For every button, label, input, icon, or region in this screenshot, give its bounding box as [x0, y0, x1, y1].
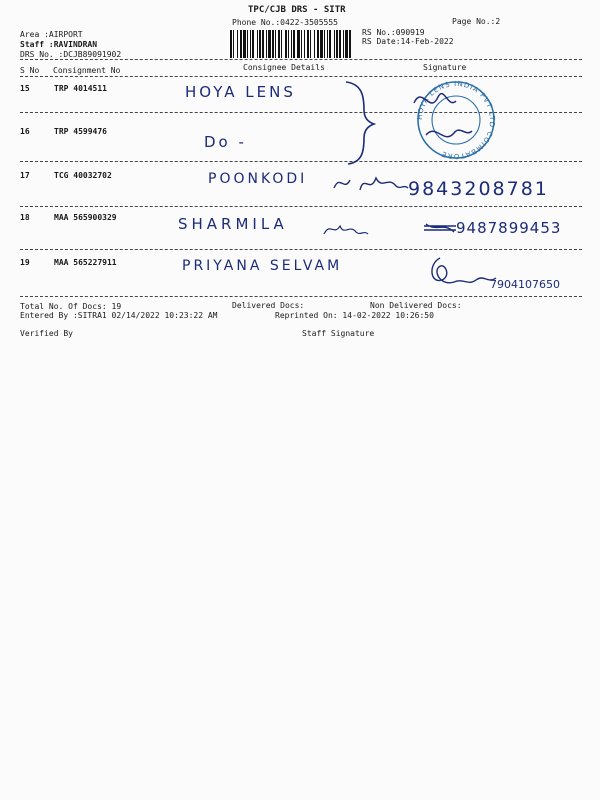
phone-number: Phone No.:0422-3505555 — [232, 18, 338, 27]
row-sno: 17 — [20, 171, 30, 180]
barcode-bar — [320, 30, 323, 58]
rs-date: RS Date:14-Feb-2022 — [362, 37, 454, 46]
total-docs: Total No. Of Docs: 19 — [20, 302, 122, 311]
handwritten-name: POONKODI — [208, 171, 308, 187]
row-sno: 16 — [20, 127, 30, 136]
reprinted-on: Reprinted On: 14-02-2022 10:26:50 — [275, 311, 434, 320]
entered-by: Entered By :SITRA1 02/14/2022 10:23:22 AM — [20, 311, 218, 320]
row-consignment: TCG 40032702 — [54, 171, 112, 180]
staff-signature: Staff Signature — [302, 329, 375, 338]
barcode-bar — [327, 30, 328, 58]
barcode-bar — [257, 30, 258, 58]
barcode-bar — [285, 30, 287, 58]
staff-label: Staff :RAVINDRAN — [20, 40, 98, 49]
barcode-bar — [343, 30, 344, 58]
barcode-bar — [262, 30, 264, 58]
divider — [20, 206, 582, 207]
divider — [20, 249, 582, 250]
barcode-bar — [240, 30, 242, 58]
col-sno: S No — [20, 66, 40, 75]
col-consignment: Consignment No — [53, 66, 121, 75]
brace-mark — [340, 78, 376, 168]
barcode-bar — [314, 30, 315, 58]
barcode-bar — [250, 30, 251, 58]
row-consignment: MAA 565900329 — [54, 213, 117, 222]
company-stamp — [396, 75, 516, 165]
area-label: Area :AIRPORT — [20, 30, 83, 39]
barcode-bar — [291, 30, 292, 58]
barcode-bar — [237, 30, 238, 58]
row-consignment: MAA 565227911 — [54, 258, 117, 267]
barcode-bar — [272, 30, 274, 58]
barcode-bar — [247, 30, 248, 58]
barcode-bar — [259, 30, 261, 58]
handwritten-phone: 7904107650 — [490, 278, 560, 291]
barcode-bar — [310, 30, 311, 58]
verified-by: Verified By — [20, 329, 73, 338]
handwritten-phone: 9487899453 — [456, 219, 562, 237]
row-sno: 18 — [20, 213, 30, 222]
row-consignment: TRP 4599476 — [54, 127, 107, 136]
divider — [20, 59, 582, 60]
row-sno: 19 — [20, 258, 30, 267]
col-signature: Signature — [423, 63, 467, 72]
handwritten-name: SHARMILA — [178, 215, 288, 233]
barcode-bar — [243, 30, 246, 58]
barcode-bar — [230, 30, 232, 58]
handwritten-signature — [322, 220, 370, 240]
barcode-bar — [334, 30, 335, 58]
barcode-bar — [252, 30, 254, 58]
handwritten-ditto: Do - — [204, 133, 247, 151]
barcode-graphic — [230, 30, 352, 58]
barcode-bar — [304, 30, 305, 58]
drs-number: DRS No. :DCJB89091902 — [20, 50, 122, 59]
barcode-bar — [278, 30, 280, 58]
non-delivered-docs: Non Delivered Docs: — [370, 301, 462, 310]
barcode-bar — [293, 30, 295, 58]
barcode-bar — [233, 30, 234, 58]
strike-through-mark — [422, 220, 458, 236]
barcode-bar — [307, 30, 309, 58]
barcode-bar — [266, 30, 267, 58]
handwritten-signature — [330, 170, 410, 198]
barcode-bar — [339, 30, 341, 58]
handwritten-name: PRIYANA SELVAM — [182, 258, 343, 274]
rs-number: RS No.:090919 — [362, 28, 425, 37]
barcode-bar — [268, 30, 271, 58]
barcode-bar — [275, 30, 276, 58]
barcode-bar — [336, 30, 338, 58]
stamp-text: HOYA LENS INDIA PVT LTD COIMBATORE — [415, 79, 497, 161]
document-title: TPC/CJB DRS - SITR — [248, 5, 346, 15]
divider — [20, 296, 582, 297]
delivered-docs: Delivered Docs: — [232, 301, 305, 310]
barcode-bar — [329, 30, 331, 58]
barcode-bar — [297, 30, 300, 58]
barcode-bar — [345, 30, 348, 58]
row-sno: 15 — [20, 84, 30, 93]
col-consignee: Consignee Details — [243, 63, 325, 72]
barcode-bar — [301, 30, 302, 58]
row-consignment: TRP 4014511 — [54, 84, 107, 93]
barcode-bar — [317, 30, 319, 58]
barcode-bar — [324, 30, 325, 58]
page-number: Page No.:2 — [452, 17, 501, 26]
handwritten-phone: 9843208781 — [408, 178, 549, 200]
handwritten-signature — [424, 254, 500, 294]
handwritten-name: HOYA LENS — [185, 83, 296, 101]
barcode — [230, 30, 352, 58]
barcode-bar — [281, 30, 282, 58]
barcode-bar — [288, 30, 289, 58]
barcode-bar — [349, 30, 351, 58]
